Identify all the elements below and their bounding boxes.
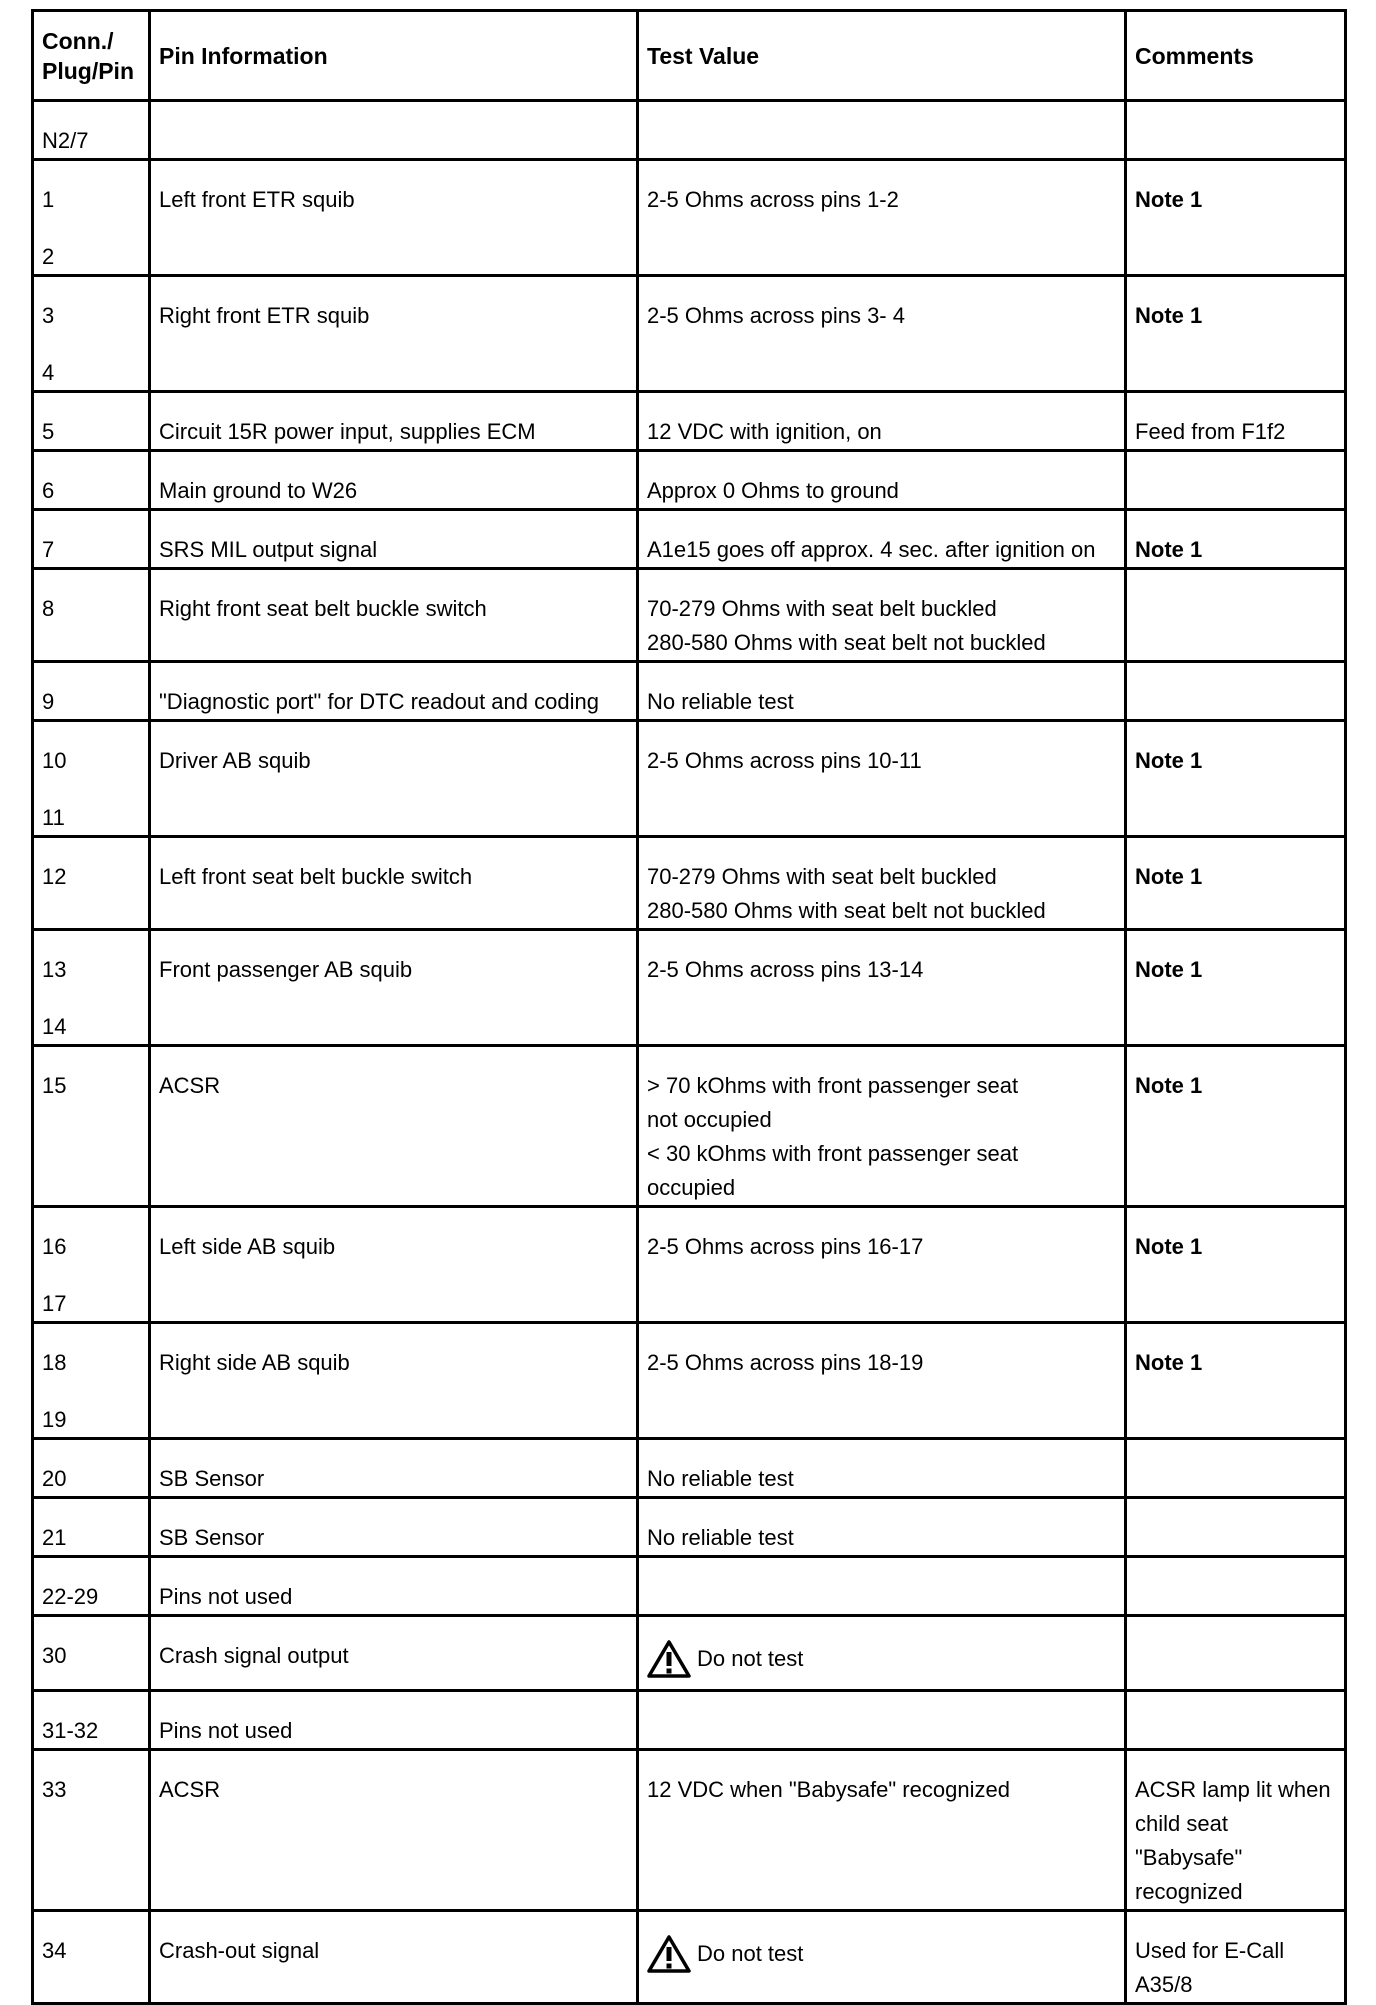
pin-number: 34	[42, 1938, 67, 1963]
pin-information-text: Left front ETR squib	[159, 187, 355, 212]
comment-cell	[1126, 451, 1346, 510]
test-value-cell	[638, 510, 1126, 569]
table-row	[33, 1207, 1346, 1323]
comment-cell	[1126, 1750, 1346, 1911]
test-value-line: occupied	[647, 1175, 736, 1200]
comment-text: Note 1	[1135, 537, 1203, 562]
pin-cell	[33, 276, 150, 392]
pin-cell	[33, 160, 150, 276]
comment-cell	[1126, 569, 1346, 662]
pin-information-cell	[150, 510, 638, 569]
pin-number: 20	[42, 1466, 67, 1491]
pin-information-text: ACSR	[159, 1777, 221, 1802]
pin-cell	[33, 451, 150, 510]
comment-cell	[1126, 276, 1346, 392]
comment-line: recognized	[1135, 1879, 1243, 1904]
pin-information-cell	[150, 1207, 638, 1323]
test-value-line: 70-279 Ohms with seat belt buckled	[647, 596, 997, 621]
test-value-line: 2-5 Ohms across pins 13-14	[647, 957, 924, 982]
pin-information-text: Left side AB squib	[159, 1234, 336, 1259]
test-value-cell	[638, 392, 1126, 451]
table-row	[33, 1046, 1346, 1207]
comment-text: Note 1	[1135, 1234, 1203, 1259]
comment-cell	[1126, 930, 1346, 1046]
pin-information-cell	[150, 1911, 638, 2004]
pin-number-secondary: 2	[42, 244, 55, 269]
pin-number: 1	[42, 187, 55, 212]
comment-text: Note 1	[1135, 187, 1203, 212]
pin-cell	[33, 1439, 150, 1498]
pin-cell	[33, 1616, 150, 1691]
pin-number: 31-32	[42, 1718, 99, 1743]
test-value-line: 2-5 Ohms across pins 3- 4	[647, 303, 905, 328]
comment-text: Feed from F1f2	[1135, 419, 1286, 444]
test-value-line: 12 VDC when "Babysafe" recognized	[647, 1777, 1010, 1802]
warning-text: Do not test	[697, 1941, 804, 1966]
warning-triangle-icon	[647, 1639, 691, 1679]
comment-line: child seat	[1135, 1811, 1228, 1836]
comment-line: ACSR lamp lit when	[1135, 1777, 1331, 1802]
comment-text: Note 1	[1135, 1073, 1203, 1098]
pin-information-text: Circuit 15R power input, supplies ECM	[159, 419, 536, 444]
pin-cell	[33, 1323, 150, 1439]
test-value-line: < 30 kOhms with front passenger seat	[647, 1141, 1019, 1166]
test-value-cell	[638, 1439, 1126, 1498]
warning-triangle-icon	[647, 1934, 691, 1974]
pin-information-text: Right front seat belt buckle switch	[159, 596, 487, 621]
pin-information-cell	[150, 1691, 638, 1750]
comment-cell	[1126, 392, 1346, 451]
table-row	[33, 276, 1346, 392]
pin-number: 16	[42, 1234, 67, 1259]
comment-text: Note 1	[1135, 1350, 1203, 1375]
header-test-value: Test Value	[638, 11, 1126, 101]
pin-number-secondary: 19	[42, 1407, 67, 1432]
test-value-line: 70-279 Ohms with seat belt buckled	[647, 864, 997, 889]
test-value-cell	[638, 1557, 1126, 1616]
table-row	[33, 930, 1346, 1046]
comment-text: Note 1	[1135, 748, 1203, 773]
pin-information-cell	[150, 662, 638, 721]
test-value-line: 2-5 Ohms across pins 1-2	[647, 187, 899, 212]
comment-cell	[1126, 160, 1346, 276]
pin-information-cell	[150, 1439, 638, 1498]
pin-information-text: Left front seat belt buckle switch	[159, 864, 473, 889]
comment-cell	[1126, 1439, 1346, 1498]
pin-information-cell	[150, 392, 638, 451]
test-value-line: 2-5 Ohms across pins 16-17	[647, 1234, 924, 1259]
pin-cell	[33, 510, 150, 569]
test-value-cell	[638, 1616, 1126, 1691]
header-pin-line1: Conn./	[42, 27, 114, 54]
pin-cell	[33, 721, 150, 837]
comment-text: Note 1	[1135, 957, 1203, 982]
table-row	[33, 837, 1346, 930]
pin-information-cell	[150, 276, 638, 392]
comment-line: "Babysafe"	[1135, 1845, 1243, 1870]
test-value-line: 280-580 Ohms with seat belt not buckled	[647, 898, 1046, 923]
test-value-cell	[638, 1691, 1126, 1750]
test-value-cell	[638, 1750, 1126, 1911]
comment-text: Note 1	[1135, 303, 1203, 328]
pin-cell	[33, 392, 150, 451]
warning-text: Do not test	[697, 1646, 804, 1671]
test-value-line: 2-5 Ohms across pins 10-11	[647, 748, 922, 773]
table-row	[33, 569, 1346, 662]
pin-number: 5	[42, 419, 55, 444]
pin-number: 3	[42, 303, 55, 328]
pin-information-text: "Diagnostic port" for DTC readout and coding	[159, 689, 599, 714]
pin-information-text: SRS MIL output signal	[159, 537, 378, 562]
pin-information-text: ACSR	[159, 1073, 221, 1098]
pin-number: 7	[42, 537, 55, 562]
pin-number: 9	[42, 689, 55, 714]
table-body	[33, 101, 1346, 2004]
pin-information-text: Pins not used	[159, 1584, 293, 1609]
header-pin	[33, 11, 150, 101]
table-row	[33, 392, 1346, 451]
header-pin-line2: Plug/Pin	[42, 57, 134, 84]
pin-information-cell	[150, 569, 638, 662]
test-value-cell	[638, 721, 1126, 837]
table-row	[33, 1616, 1346, 1691]
pin-information-text: Crash signal output	[159, 1643, 349, 1668]
test-value-cell	[638, 101, 1126, 160]
pin-cell	[33, 1691, 150, 1750]
table-row	[33, 1750, 1346, 1911]
test-value-cell	[638, 930, 1126, 1046]
pin-information-text: Driver AB squib	[159, 748, 311, 773]
pin-number: 8	[42, 596, 55, 621]
pin-number: 12	[42, 864, 67, 889]
pin-number: N2/7	[42, 128, 89, 153]
test-value-line: > 70 kOhms with front passenger seat	[647, 1073, 1019, 1098]
pin-cell	[33, 101, 150, 160]
table-row	[33, 1439, 1346, 1498]
table-row	[33, 1498, 1346, 1557]
comment-cell	[1126, 1616, 1346, 1691]
warning-notice	[647, 1934, 803, 1974]
pin-information-cell	[150, 1498, 638, 1557]
pin-information-cell	[150, 930, 638, 1046]
pin-cell	[33, 1750, 150, 1911]
pin-number-secondary: 14	[42, 1014, 67, 1039]
pin-information-text: Right side AB squib	[159, 1350, 350, 1375]
table-row	[33, 1323, 1346, 1439]
pin-cell	[33, 662, 150, 721]
comment-cell	[1126, 837, 1346, 930]
pin-number: 15	[42, 1073, 67, 1098]
test-value-cell	[638, 837, 1126, 930]
pin-cell	[33, 1557, 150, 1616]
header-comments: Comments	[1126, 11, 1346, 101]
test-value-cell	[638, 1911, 1126, 2004]
pin-number-secondary: 17	[42, 1291, 67, 1316]
warning-notice	[647, 1639, 803, 1679]
pin-information-cell	[150, 837, 638, 930]
test-value-cell	[638, 1207, 1126, 1323]
test-value-line: not occupied	[647, 1107, 772, 1132]
test-value-line: 2-5 Ohms across pins 18-19	[647, 1350, 924, 1375]
pin-information-cell	[150, 1616, 638, 1691]
comment-text: Note 1	[1135, 864, 1203, 889]
pin-cell	[33, 1207, 150, 1323]
test-value-line: No reliable test	[647, 689, 794, 714]
pin-cell	[33, 569, 150, 662]
test-value-cell	[638, 1046, 1126, 1207]
comment-cell	[1126, 1323, 1346, 1439]
pin-number: 18	[42, 1350, 67, 1375]
pin-number: 30	[42, 1643, 67, 1668]
comment-cell	[1126, 101, 1346, 160]
pin-information-cell	[150, 101, 638, 160]
pin-number: 33	[42, 1777, 67, 1802]
pin-information-text: SB Sensor	[159, 1466, 265, 1491]
pin-cell	[33, 1911, 150, 2004]
table-row	[33, 451, 1346, 510]
comment-cell	[1126, 721, 1346, 837]
test-value-line: A1e15 goes off approx. 4 sec. after ignition on	[647, 537, 1096, 562]
table-row	[33, 721, 1346, 837]
pin-number: 21	[42, 1525, 67, 1550]
pin-information-cell	[150, 451, 638, 510]
table-header-row	[33, 11, 1346, 101]
pin-information-cell	[150, 1323, 638, 1439]
comment-line: Used for E-Call	[1135, 1938, 1285, 1963]
pin-information-cell	[150, 1046, 638, 1207]
table-row	[33, 101, 1346, 160]
test-value-cell	[638, 451, 1126, 510]
test-value-line: No reliable test	[647, 1466, 794, 1491]
comment-cell	[1126, 510, 1346, 569]
test-value-cell	[638, 276, 1126, 392]
pin-number-secondary: 4	[42, 360, 55, 385]
pin-information-cell	[150, 160, 638, 276]
comment-cell	[1126, 662, 1346, 721]
pin-information-text: SB Sensor	[159, 1525, 265, 1550]
pin-cell	[33, 1498, 150, 1557]
test-value-line: 280-580 Ohms with seat belt not buckled	[647, 630, 1046, 655]
test-value-line: No reliable test	[647, 1525, 794, 1550]
pin-information-text: Crash-out signal	[159, 1938, 320, 1963]
pin-cell	[33, 930, 150, 1046]
pin-number: 6	[42, 478, 55, 503]
test-value-line: Approx 0 Ohms to ground	[647, 478, 899, 503]
comment-cell	[1126, 1498, 1346, 1557]
comment-cell	[1126, 1911, 1346, 2004]
test-value-cell	[638, 569, 1126, 662]
test-value-cell	[638, 1498, 1126, 1557]
pin-information-cell	[150, 1750, 638, 1911]
table-row	[33, 510, 1346, 569]
comment-cell	[1126, 1207, 1346, 1323]
comment-cell	[1126, 1046, 1346, 1207]
pin-information-cell	[150, 1557, 638, 1616]
table-row	[33, 1911, 1346, 2004]
comment-cell	[1126, 1557, 1346, 1616]
pin-info-table	[31, 9, 1347, 2005]
comment-cell	[1126, 1691, 1346, 1750]
table-row	[33, 1691, 1346, 1750]
pin-information-text: Pins not used	[159, 1718, 293, 1743]
table-row	[33, 160, 1346, 276]
pin-number: 13	[42, 957, 67, 982]
pin-number: 22-29	[42, 1584, 99, 1609]
table-row	[33, 1557, 1346, 1616]
pin-information-text: Front passenger AB squib	[159, 957, 413, 982]
pin-information-text: Main ground to W26	[159, 478, 358, 503]
header-pin-information: Pin Information	[150, 11, 638, 101]
pin-information-text: Right front ETR squib	[159, 303, 370, 328]
test-value-line: 12 VDC with ignition, on	[647, 419, 882, 444]
pin-cell	[33, 837, 150, 930]
test-value-cell	[638, 662, 1126, 721]
pin-number: 10	[42, 748, 67, 773]
pin-information-cell	[150, 721, 638, 837]
test-value-cell	[638, 1323, 1126, 1439]
table-row	[33, 662, 1346, 721]
comment-line: A35/8	[1135, 1972, 1193, 1997]
test-value-cell	[638, 160, 1126, 276]
pin-number-secondary: 11	[42, 805, 65, 830]
pin-cell	[33, 1046, 150, 1207]
